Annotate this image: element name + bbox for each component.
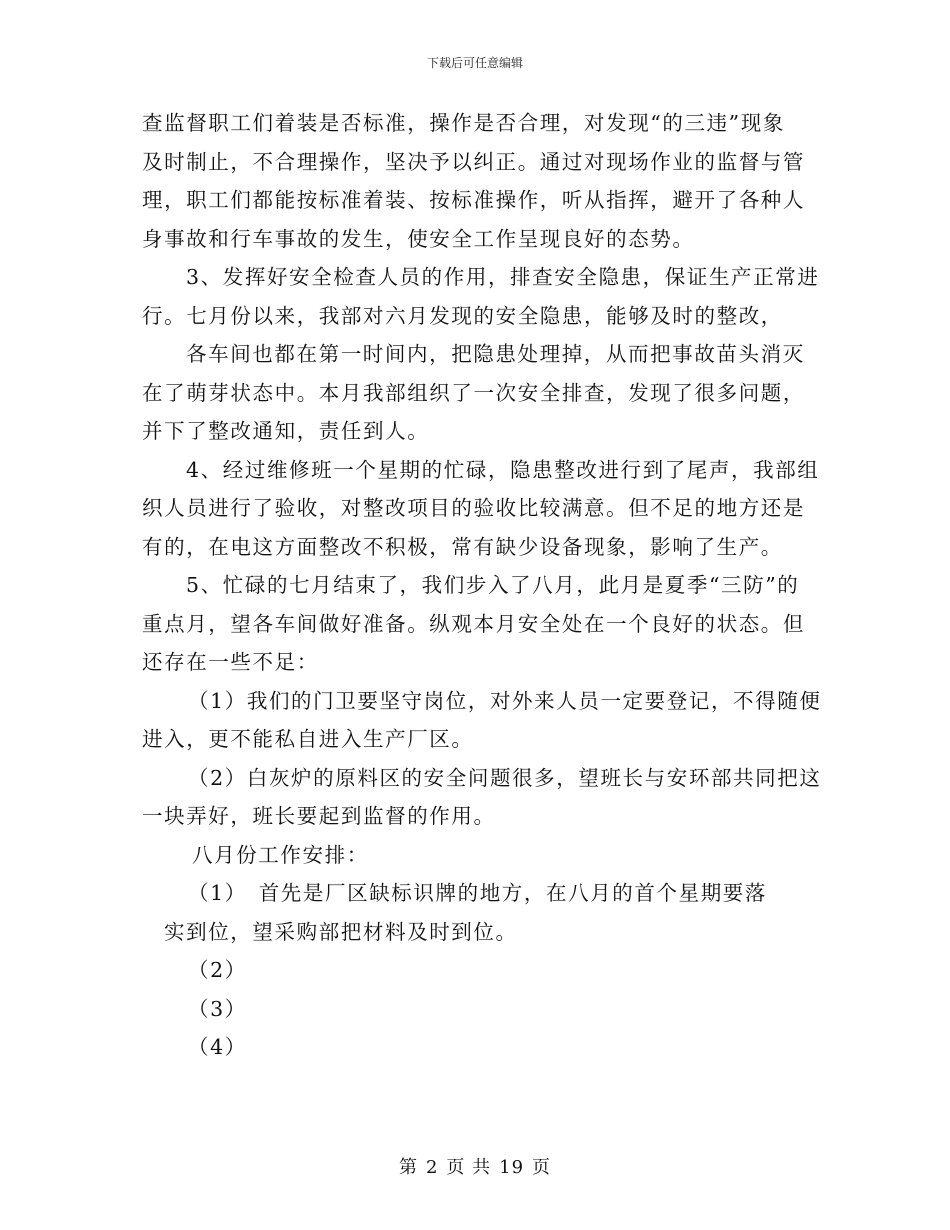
paragraph-line: 5、忙碌的七月结束了，我们步入了八月，此月是夏季“三防”的	[186, 573, 800, 597]
paragraph-line: 及时制止，不合理操作，坚决予以纠正。通过对现场作业的监督与管	[142, 149, 805, 174]
total-pages-number: 19	[499, 1157, 525, 1178]
paragraph-line: 理，职工们都能按标准着装、按标准操作，听从指挥，避开了各种人	[142, 188, 805, 212]
section-heading: 八月份工作安排：	[192, 842, 369, 867]
footer-middle: 页 共	[446, 1157, 492, 1178]
page-footer	[0, 1153, 950, 1179]
paragraph-line: 还存在一些不足：	[142, 650, 319, 674]
list-item: （1） 首先是厂区缺标识牌的地方，在八月的首个星期要落	[188, 881, 767, 905]
paragraph-line: 织人员进行了验收，对整改项目的验收比较满意。但不足的地方还是	[142, 496, 805, 520]
paragraph-line: 一块弄好，班长要起到监督的作用。	[142, 804, 496, 828]
list-item: （3）	[188, 996, 247, 1021]
paragraph-line: 行。七月份以来，我部对六月发现的安全隐患，能够及时的整改，	[142, 303, 783, 328]
page-header: 下载后可任意编辑	[426, 56, 523, 70]
paragraph-line: （2）白灰炉的原料区的安全问题很多，望班长与安环部共同把这	[188, 765, 822, 790]
paragraph-line: 4、经过维修班一个星期的忙碌，隐患整改进行到了尾声，我部组	[186, 457, 820, 482]
paragraph-line: 进入，更不能私自进入生产厂区。	[142, 727, 474, 751]
document-body	[142, 104, 822, 1067]
list-item: （2）	[188, 958, 247, 982]
footer-suffix: 页	[532, 1157, 552, 1178]
paragraph-line: 3、发挥好安全检查人员的作用，排查安全隐患，保证生产正常进	[186, 265, 820, 289]
paragraph-line: （1）我们的门卫要坚守岗位，对外来人员一定要登记，不得随便	[188, 688, 822, 713]
current-page-number: 2	[425, 1157, 439, 1178]
paragraph-line: 在了萌芽状态中。本月我部组织了一次安全排查，发现了很多问题，	[142, 380, 805, 405]
paragraph-line: 有的，在电这方面整改不积极，常有缺少设备现象，影响了生产。	[142, 534, 783, 559]
list-item-continuation: 实到位，望采购部把材料及时到位。	[164, 919, 518, 944]
list-item: （4）	[188, 1035, 247, 1059]
paragraph-line: 身事故和行车事故的发生，使安全工作呈现良好的态势。	[142, 226, 695, 251]
paragraph-line: 查监督职工们着装是否标准，操作是否合理，对发现“的三违”现象	[142, 111, 785, 135]
paragraph-line: 并下了整改通知，责任到人。	[142, 419, 430, 443]
paragraph-line: 重点月，望各车间做好准备。纵观本月安全处在一个良好的状态。但	[142, 611, 805, 636]
footer-prefix: 第	[398, 1157, 418, 1178]
paragraph-line: 各车间也都在第一时间内，把隐患处理掉，从而把事故苗头消灭	[186, 342, 805, 366]
